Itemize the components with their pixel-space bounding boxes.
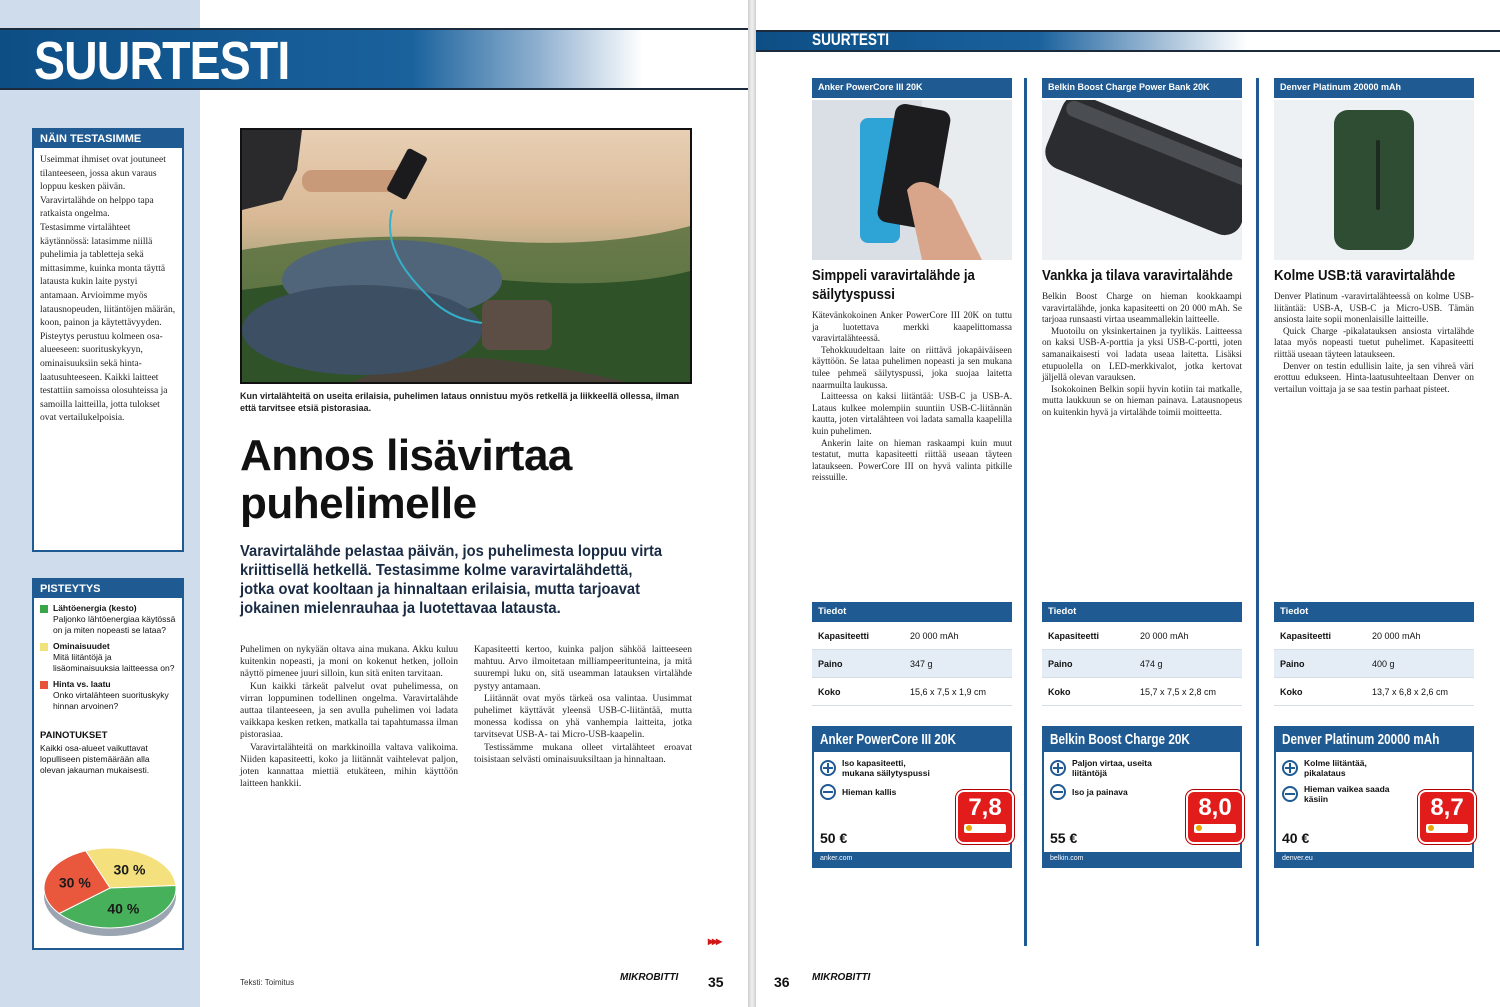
verdict-footer: anker.com — [814, 852, 1010, 866]
spec-row — [1274, 678, 1474, 706]
column-divider — [1256, 78, 1259, 946]
spec-value: 400 g — [1372, 658, 1395, 669]
body-paragraph: Kapasiteetti kertoo, kuinka paljon sähköä laitteeseen mahtuu. Arvo ilmoitetaan milliampeeritunteina, ja mitä suurempi luku on, sitä useamman latauksen virtalähde pystyy antamaan. — [474, 645, 692, 692]
magazine-brand: MIKROBITTI — [812, 972, 871, 983]
spec-key: Koko — [1280, 686, 1303, 697]
method-paragraph: Useimmat ihmiset ovat joutuneet tilanteeseen, jossa akun varaus loppuu kesken päivän. Varavirtalähde on helppo tapa ratkaista ongelma. — [40, 155, 166, 220]
score-item — [34, 598, 182, 636]
product-title: Kolme USB:tä varavirtalähde — [1274, 267, 1456, 284]
spec-key: Kapasiteetti — [818, 630, 870, 641]
spec-key: Kapasiteetti — [1048, 630, 1100, 641]
page-number: 36 — [774, 974, 790, 990]
product-name-bar: Anker PowerCore III 20K — [812, 78, 1012, 98]
plus-circle-icon — [1050, 760, 1066, 776]
score-item — [34, 636, 182, 674]
spec-value: 474 g — [1140, 658, 1163, 669]
score-badge — [1418, 790, 1476, 844]
minus-circle-icon — [820, 784, 836, 800]
product-text — [1274, 291, 1474, 651]
method-paragraph: Pisteytys perustuu kolmeen osa-alueeseen: suorituskykyyn, ominaisuuksiin sekä hinta-laatusuhteeseen. Kaikki laitteet testattiin samoissa olosuhteissa ja samoilla laitteilla, jotta tulokset ovat vertailukelpoisia. — [40, 331, 168, 424]
weights-title: PAINOTUKSET — [40, 730, 108, 741]
spread-gutter — [748, 0, 756, 1007]
verdict-plus: Iso kapasiteetti, mukana säilytyspussi — [814, 752, 944, 778]
product-image — [1274, 100, 1474, 260]
author-credit: Teksti: Toimitus — [240, 978, 295, 987]
verdict-minus: Hieman vaikea saada käsiin — [1276, 778, 1406, 804]
spec-row — [1274, 622, 1474, 650]
product-name-bar: Denver Platinum 20000 mAh — [1274, 78, 1474, 98]
verdict-plus: Paljon virtaa, useita liitäntöjä — [1044, 752, 1174, 778]
article-lead: Varavirtalähde pelastaa päivän, jos puhelimesta loppuu virta kriittisellä hetkellä. Testasimme kolme varavirtalähdettä, jotka ovat kooltaan ja hinnaltaan erilaisia, mutta tarjoavat jokainen mielenrauhaa ja luotettavaa latausta. — [240, 543, 663, 617]
score-bar — [1426, 824, 1468, 833]
scoring-sidebar — [32, 578, 184, 950]
score-item-desc: Paljonko lähtöenergiaa käytössä on ja miten nopeasti se lataa? — [53, 614, 176, 635]
verdict-box — [1042, 726, 1242, 868]
product-image — [812, 100, 1012, 260]
product-text — [1042, 291, 1242, 651]
score-color-swatch — [40, 643, 48, 651]
minus-circle-icon — [1282, 786, 1298, 802]
spec-value: 347 g — [910, 658, 933, 669]
score-bar — [964, 824, 1006, 833]
score-value: 8,0 — [1198, 794, 1232, 821]
section-title: SUURTESTI — [34, 31, 290, 91]
verdict-box — [1274, 726, 1474, 868]
spec-key: Paino — [1048, 658, 1073, 669]
minus-circle-icon — [1050, 784, 1066, 800]
weights-pie-chart — [40, 830, 180, 940]
product-paragraph: Tehokkuudeltaan laite on riittävä jokapäiväiseen käyttöön. Se lataa puhelimen nopeasti ja sen mukana tulee pehmeä säilytyspussi, joka suojaa laitetta naarmuilta laukussa. — [812, 344, 1012, 390]
product-paragraph: Denver Platinum -varavirtalähteessä on kolme USB-liitäntää: USB-A, USB-C ja Micro-USB. Tämän ansiosta laite sopii monenlaisille laitteille. — [1274, 291, 1474, 325]
verdict-plus: Kolme liitäntää, pikalataus — [1276, 752, 1406, 778]
spec-key: Koko — [818, 686, 841, 697]
product-paragraph: Muotoilu on yksinkertainen ja tyylikäs. Laitteessa on kaksi USB-A-porttia ja yksi USB-C-portti, joten samanaikaisesti voi ladata useaa laitetta. Lisäksi etupuolella on LED-merkkivalot, jotka kertovat jäljellä olevan varauksen. — [1042, 325, 1242, 383]
score-value: 7,8 — [968, 794, 1002, 821]
verdict-footer: denver.eu — [1276, 852, 1472, 866]
body-paragraph: Kun kaikki tärkeät palvelut ovat puhelimessa, on virran loppuminen todellinen ongelma. Varavirtalähde auttaa tilanteeseen, ja sen avulla puhelimen voi ladata vaikkapa kesken retken, matkalla tai tapahtumassa ilman pistorasiaa. — [240, 681, 458, 741]
spec-row — [812, 622, 1012, 650]
score-badge — [956, 790, 1014, 844]
pie-slice-label: 30 % — [113, 861, 146, 878]
product-name-bar: Belkin Boost Charge Power Bank 20K — [1042, 78, 1242, 98]
verdict-box — [812, 726, 1012, 868]
spec-value: 20 000 mAh — [1140, 630, 1189, 641]
score-badge — [1186, 790, 1244, 844]
scoring-title: PISTEYTYS — [34, 580, 182, 598]
image-caption: Kun virtalähteitä on useita erilaisia, puhelimen lataus onnistuu myös retkellä ja liikkeellä ollessa, ilman että tarvitsee etsiä pistorasiaa. — [240, 391, 680, 413]
spec-table — [812, 602, 1012, 706]
spec-row — [1042, 622, 1242, 650]
score-value: 8,7 — [1430, 794, 1464, 821]
verdict-title: Anker PowerCore III 20K — [814, 728, 1010, 752]
body-paragraph: Liitännät ovat myös tärkeä osa valintaa. Uusimmat puhelimet käyttävät yleensä USB-C-liitäntää, mutta monessa kodissa on yhä vanhempia laitteita, jotka tarvitsevat USB-A- tai Micro-USB-kaapelin. — [474, 693, 692, 741]
score-item-title: Ominaisuudet — [53, 641, 110, 651]
left-page — [0, 0, 748, 1007]
spec-value: 20 000 mAh — [910, 630, 959, 641]
article-headline: Annos lisävirtaa puhelimelle — [240, 431, 572, 528]
spec-table — [1274, 602, 1474, 706]
spec-row — [1274, 650, 1474, 678]
spec-value: 15,7 x 7,5 x 2,8 cm — [1140, 686, 1217, 697]
continue-arrow-icon: ▸▸▸ — [708, 934, 721, 948]
score-item — [34, 674, 182, 712]
product-paragraph: Quick Charge -pikalatauksen ansiosta virtalähde lataa myös nopeasti tuetut puhelimet. Kapasiteetti riittää useaan täyteen lataukseen. — [1274, 325, 1474, 359]
pie-slice-label: 30 % — [58, 874, 91, 891]
score-bar — [1194, 824, 1236, 833]
spec-title: Tiedot — [812, 602, 1012, 622]
product-title: Simppeli varavirtalähde ja säilytyspussi — [812, 267, 975, 303]
product-paragraph: Denver on testin edullisin laite, ja sen vihreä väri erottuu edukseen. Hinta-laatusuhteeltaan Denver on vertailun voittaja ja se saa testin parhaat pisteet. — [1274, 360, 1474, 394]
spec-value: 15,6 x 7,5 x 1,9 cm — [910, 686, 987, 697]
spec-key: Paino — [1280, 658, 1305, 669]
spec-key: Paino — [818, 658, 843, 669]
score-color-swatch — [40, 605, 48, 613]
spec-row — [812, 678, 1012, 706]
verdict-title: Belkin Boost Charge 20K — [1044, 728, 1240, 752]
verdict-footer: belkin.com — [1044, 852, 1240, 866]
verdict-title: Denver Platinum 20000 mAh — [1276, 728, 1472, 752]
method-paragraph: Testasimme virtalähteet käytännössä: latasimme niillä puhelimia ja tabletteja sekä mittasimme, kuinka monta täyttä latausta kukin laite pystyi antamaan. Arvioimme myös latausnopeuden, liitäntöjen määrän, koon, painon ja käytettävyyden. — [40, 222, 176, 329]
spec-value: 13,7 x 6,8 x 2,6 cm — [1372, 686, 1449, 697]
plus-circle-icon — [1282, 760, 1298, 776]
method-title: NÄIN TESTASIMME — [34, 130, 182, 148]
score-color-swatch — [40, 681, 48, 689]
verdict-price: 55 € — [1050, 830, 1078, 846]
spec-key: Kapasiteetti — [1280, 630, 1332, 641]
score-item-desc: Mitä liitäntöjä ja lisäominaisuuksia laitteessa on? — [53, 652, 175, 673]
section-title: SUURTESTI — [812, 30, 890, 49]
spec-table — [1042, 602, 1242, 706]
verdict-minus: Hieman kallis — [814, 778, 944, 800]
score-item-title: Hinta vs. laatu — [53, 679, 111, 689]
product-title: Vankka ja tilava varavirtalähde — [1042, 267, 1233, 284]
score-item-desc: Onko virtalähteen suorituskyky hinnan arvoinen? — [53, 690, 169, 711]
magazine-brand: MIKROBITTI — [620, 972, 679, 983]
method-body — [34, 148, 182, 432]
spec-key: Koko — [1048, 686, 1071, 697]
plus-circle-icon — [820, 760, 836, 776]
product-paragraph: Isokokoinen Belkin sopii hyvin kotiin tai matkalle, mutta laukkuun se on hieman painava. Latausnopeus on kuitenkin hyvä ja virtalähde toimii moitteetta. — [1042, 383, 1242, 417]
body-paragraph: Varavirtalähteitä on markkinoilla valtava valikoima. Niiden kapasiteetti, koko ja liitännät vaihtelevat paljon, joten kannattaa miettiä etukäteen, mihin käyttöön laitteen hankkii. — [240, 742, 458, 790]
body-paragraph: Testissämme mukana olleet virtalähteet eroavat toisistaan selvästi ominaisuuksiltaan ja hinnaltaan. — [474, 742, 692, 765]
page-number: 35 — [708, 974, 724, 990]
right-page — [756, 0, 1500, 1007]
column-divider — [1024, 78, 1027, 946]
spec-title: Tiedot — [1042, 602, 1242, 622]
body-column-1 — [240, 644, 458, 954]
spec-row — [812, 650, 1012, 678]
spec-row — [1042, 678, 1242, 706]
pie-slice-label: 40 % — [107, 900, 140, 917]
verdict-price: 40 € — [1282, 830, 1310, 846]
body-column-2 — [474, 644, 692, 944]
product-paragraph: Laitteessa on kaksi liitäntää: USB-C ja USB-A. Lataus kulkee molempiin suuntiin USB-C-liitännän kautta, joten virtalähteen voi ladata samalla kaapelilla kuin puhelimen. — [812, 391, 1012, 436]
spec-title: Tiedot — [1274, 602, 1474, 622]
hero-image — [240, 128, 692, 384]
verdict-minus: Iso ja painava — [1044, 778, 1174, 800]
method-sidebar — [32, 128, 184, 552]
body-paragraph: Puhelimen on nykyään oltava aina mukana. Akku kuluu kuitenkin nopeasti, ja moni on kokenut hetken, jolloin näyttö pimenee juuri silloin, kun sitä eniten tarvitaan. — [240, 645, 458, 680]
weights-text: Kaikki osa-alueet vaikuttavat lopulliseen pistemäärään alla olevan jakauman mukaisesti. — [40, 743, 150, 775]
verdict-price: 50 € — [820, 830, 848, 846]
spec-value: 20 000 mAh — [1372, 630, 1421, 641]
product-image — [1042, 100, 1242, 260]
spec-row — [1042, 650, 1242, 678]
product-paragraph: Belkin Boost Charge on hieman kookkaampi varavirtalähde, jonka kapasiteetti on 20 000 mAh. Se tarjoaa runsaasti virtaa useammallekin laitteelle. — [1042, 291, 1242, 325]
score-item-title: Lähtöenergia (kesto) — [53, 603, 137, 613]
product-paragraph: Kätevänkokoinen Anker PowerCore III 20K on tuttu ja luotettava merkki kaapelittomassa varavirtalähteessä. — [812, 310, 1012, 344]
product-paragraph: Ankerin laite on hieman raskaampi kuin muut testatut, mutta kapasiteetti riittää useaan täyteen lataukseen. PowerCore III on hyvä valinta pitkille reissuille. — [812, 437, 1012, 483]
